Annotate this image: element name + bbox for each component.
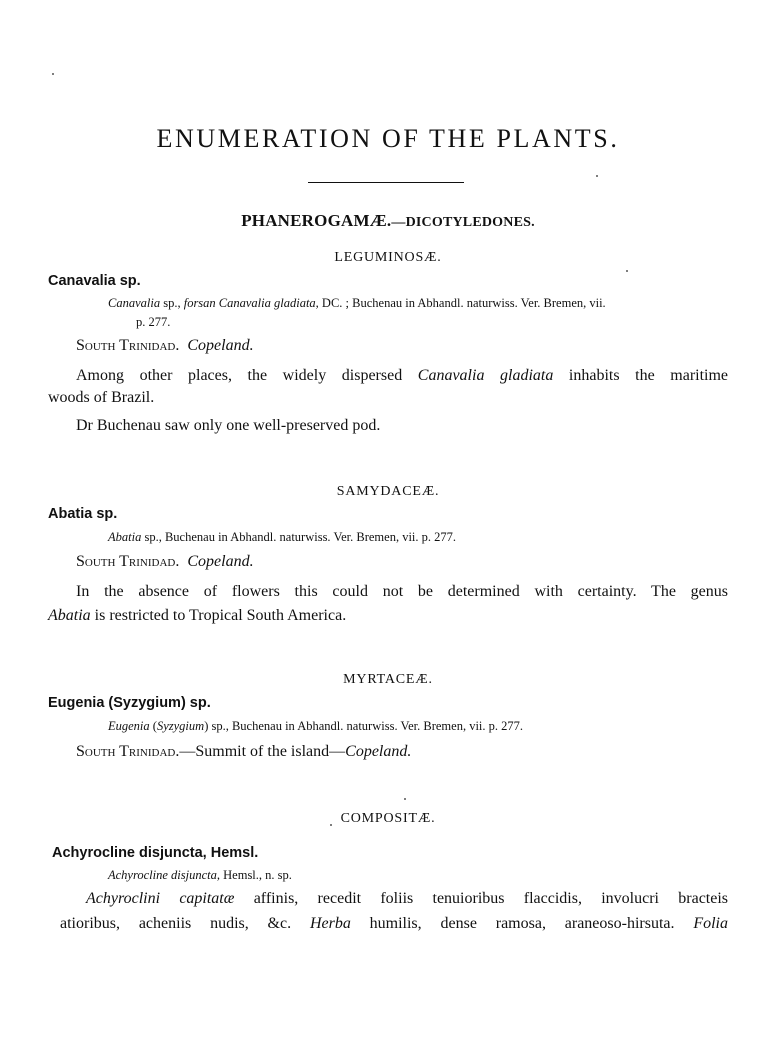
family-heading-samydaceae: SAMYDACEÆ. bbox=[336, 484, 440, 499]
para-italic: Folia bbox=[693, 915, 728, 932]
locality-collector: Copeland. bbox=[187, 553, 254, 570]
genus-eugenia: Eugenia (Syzygium) sp. bbox=[48, 695, 211, 711]
ref-italic: Syzygium bbox=[156, 719, 205, 733]
para-text: affinis, recedit foliis tenuioribus flaccidis, involucri bracteis bbox=[234, 890, 729, 907]
title-rule bbox=[308, 182, 464, 183]
paragraph-canavalia-1-line2: woods of Brazil. bbox=[48, 389, 155, 406]
ref-text: ( bbox=[149, 719, 157, 733]
genus-abatia: Abatia sp. bbox=[48, 506, 118, 522]
page-title: ENUMERATION OF THE PLANTS. bbox=[156, 124, 620, 153]
paragraph-abatia-line1: In the absence of flowers this could not be determined with certainty. The genus bbox=[76, 583, 728, 600]
paragraph-abatia-line2 bbox=[48, 604, 346, 627]
scan-speck bbox=[330, 824, 332, 826]
division-main: PHANEROGAMÆ. bbox=[241, 211, 392, 230]
paragraph-achyrocline-line1 bbox=[86, 887, 728, 910]
locality-canavalia bbox=[76, 337, 254, 355]
ref-text: sp., Buchenau in Abhandl. naturwiss. Ver. Bremen, vii. p. 277. bbox=[141, 530, 457, 544]
division-heading bbox=[0, 211, 776, 231]
genus-achyrocline: Achyrocline disjuncta, Hemsl. bbox=[52, 845, 259, 861]
scan-speck bbox=[52, 73, 54, 75]
locality-place: South Trinidad. bbox=[76, 553, 180, 570]
ref-italic: Canavalia bbox=[108, 296, 161, 310]
scan-speck bbox=[626, 270, 628, 272]
para-text: Among other places, the widely dispersed bbox=[76, 367, 418, 384]
reference-canavalia bbox=[108, 296, 606, 311]
locality-collector: Copeland. bbox=[187, 337, 254, 354]
scan-speck bbox=[404, 798, 406, 800]
reference-eugenia bbox=[108, 719, 523, 734]
para-text: inhabits the maritime bbox=[553, 367, 729, 384]
ref-italic: Achyrocline disjuncta, bbox=[108, 868, 221, 882]
reference-achyrocline bbox=[108, 868, 292, 883]
para-text: humilis, dense ramosa, araneoso-hirsuta. bbox=[350, 915, 694, 932]
ref-text: sp., bbox=[160, 296, 184, 310]
ref-text: ) sp., Buchenau in Abhandl. naturwiss. Ver. Bremen, vii. p. 277. bbox=[204, 719, 524, 733]
ref-italic: forsan Canavalia gladiata, bbox=[183, 296, 319, 310]
genus-canavalia: Canavalia sp. bbox=[48, 273, 141, 289]
locality-text: —Summit of the island— bbox=[179, 743, 346, 760]
ref-italic: Eugenia bbox=[108, 719, 150, 733]
para-italic: Achyroclini capitatæ bbox=[86, 890, 235, 907]
locality-place: South Trinidad. bbox=[76, 337, 180, 354]
para-italic: Abatia bbox=[48, 607, 91, 624]
ref-text: DC. ; Buchenau in Abhandl. naturwiss. Ver. Bremen, vii. bbox=[318, 296, 606, 310]
locality-place: South Trinidad. bbox=[76, 743, 180, 760]
para-text: atioribus, acheniis nudis, &c. bbox=[60, 915, 310, 932]
family-heading-leguminosae: LEGUMINOSÆ. bbox=[334, 250, 442, 265]
paragraph-achyrocline-line2 bbox=[60, 912, 728, 935]
paragraph-canavalia-2: Dr Buchenau saw only one well-preserved pod. bbox=[76, 417, 381, 434]
locality-eugenia bbox=[76, 743, 411, 761]
para-italic: Canavalia gladiata bbox=[417, 367, 554, 384]
family-heading-myrtaceae: MYRTACEÆ. bbox=[343, 672, 433, 687]
locality-abatia bbox=[76, 553, 254, 571]
ref-text: Hemsl., n. sp. bbox=[220, 868, 292, 882]
para-text: is restricted to Tropical South America. bbox=[90, 607, 347, 624]
reference-abatia bbox=[108, 530, 456, 545]
family-heading-compositae: COMPOSITÆ. bbox=[340, 811, 436, 826]
ref-italic: Abatia bbox=[108, 530, 142, 544]
scan-speck bbox=[596, 175, 598, 177]
division-sub: —DICOTYLEDONES. bbox=[391, 215, 535, 230]
reference-canavalia-line2: p. 277. bbox=[136, 315, 171, 329]
para-italic: Herba bbox=[309, 915, 351, 932]
locality-collector: Copeland. bbox=[345, 743, 412, 760]
paragraph-canavalia-1 bbox=[76, 364, 728, 387]
